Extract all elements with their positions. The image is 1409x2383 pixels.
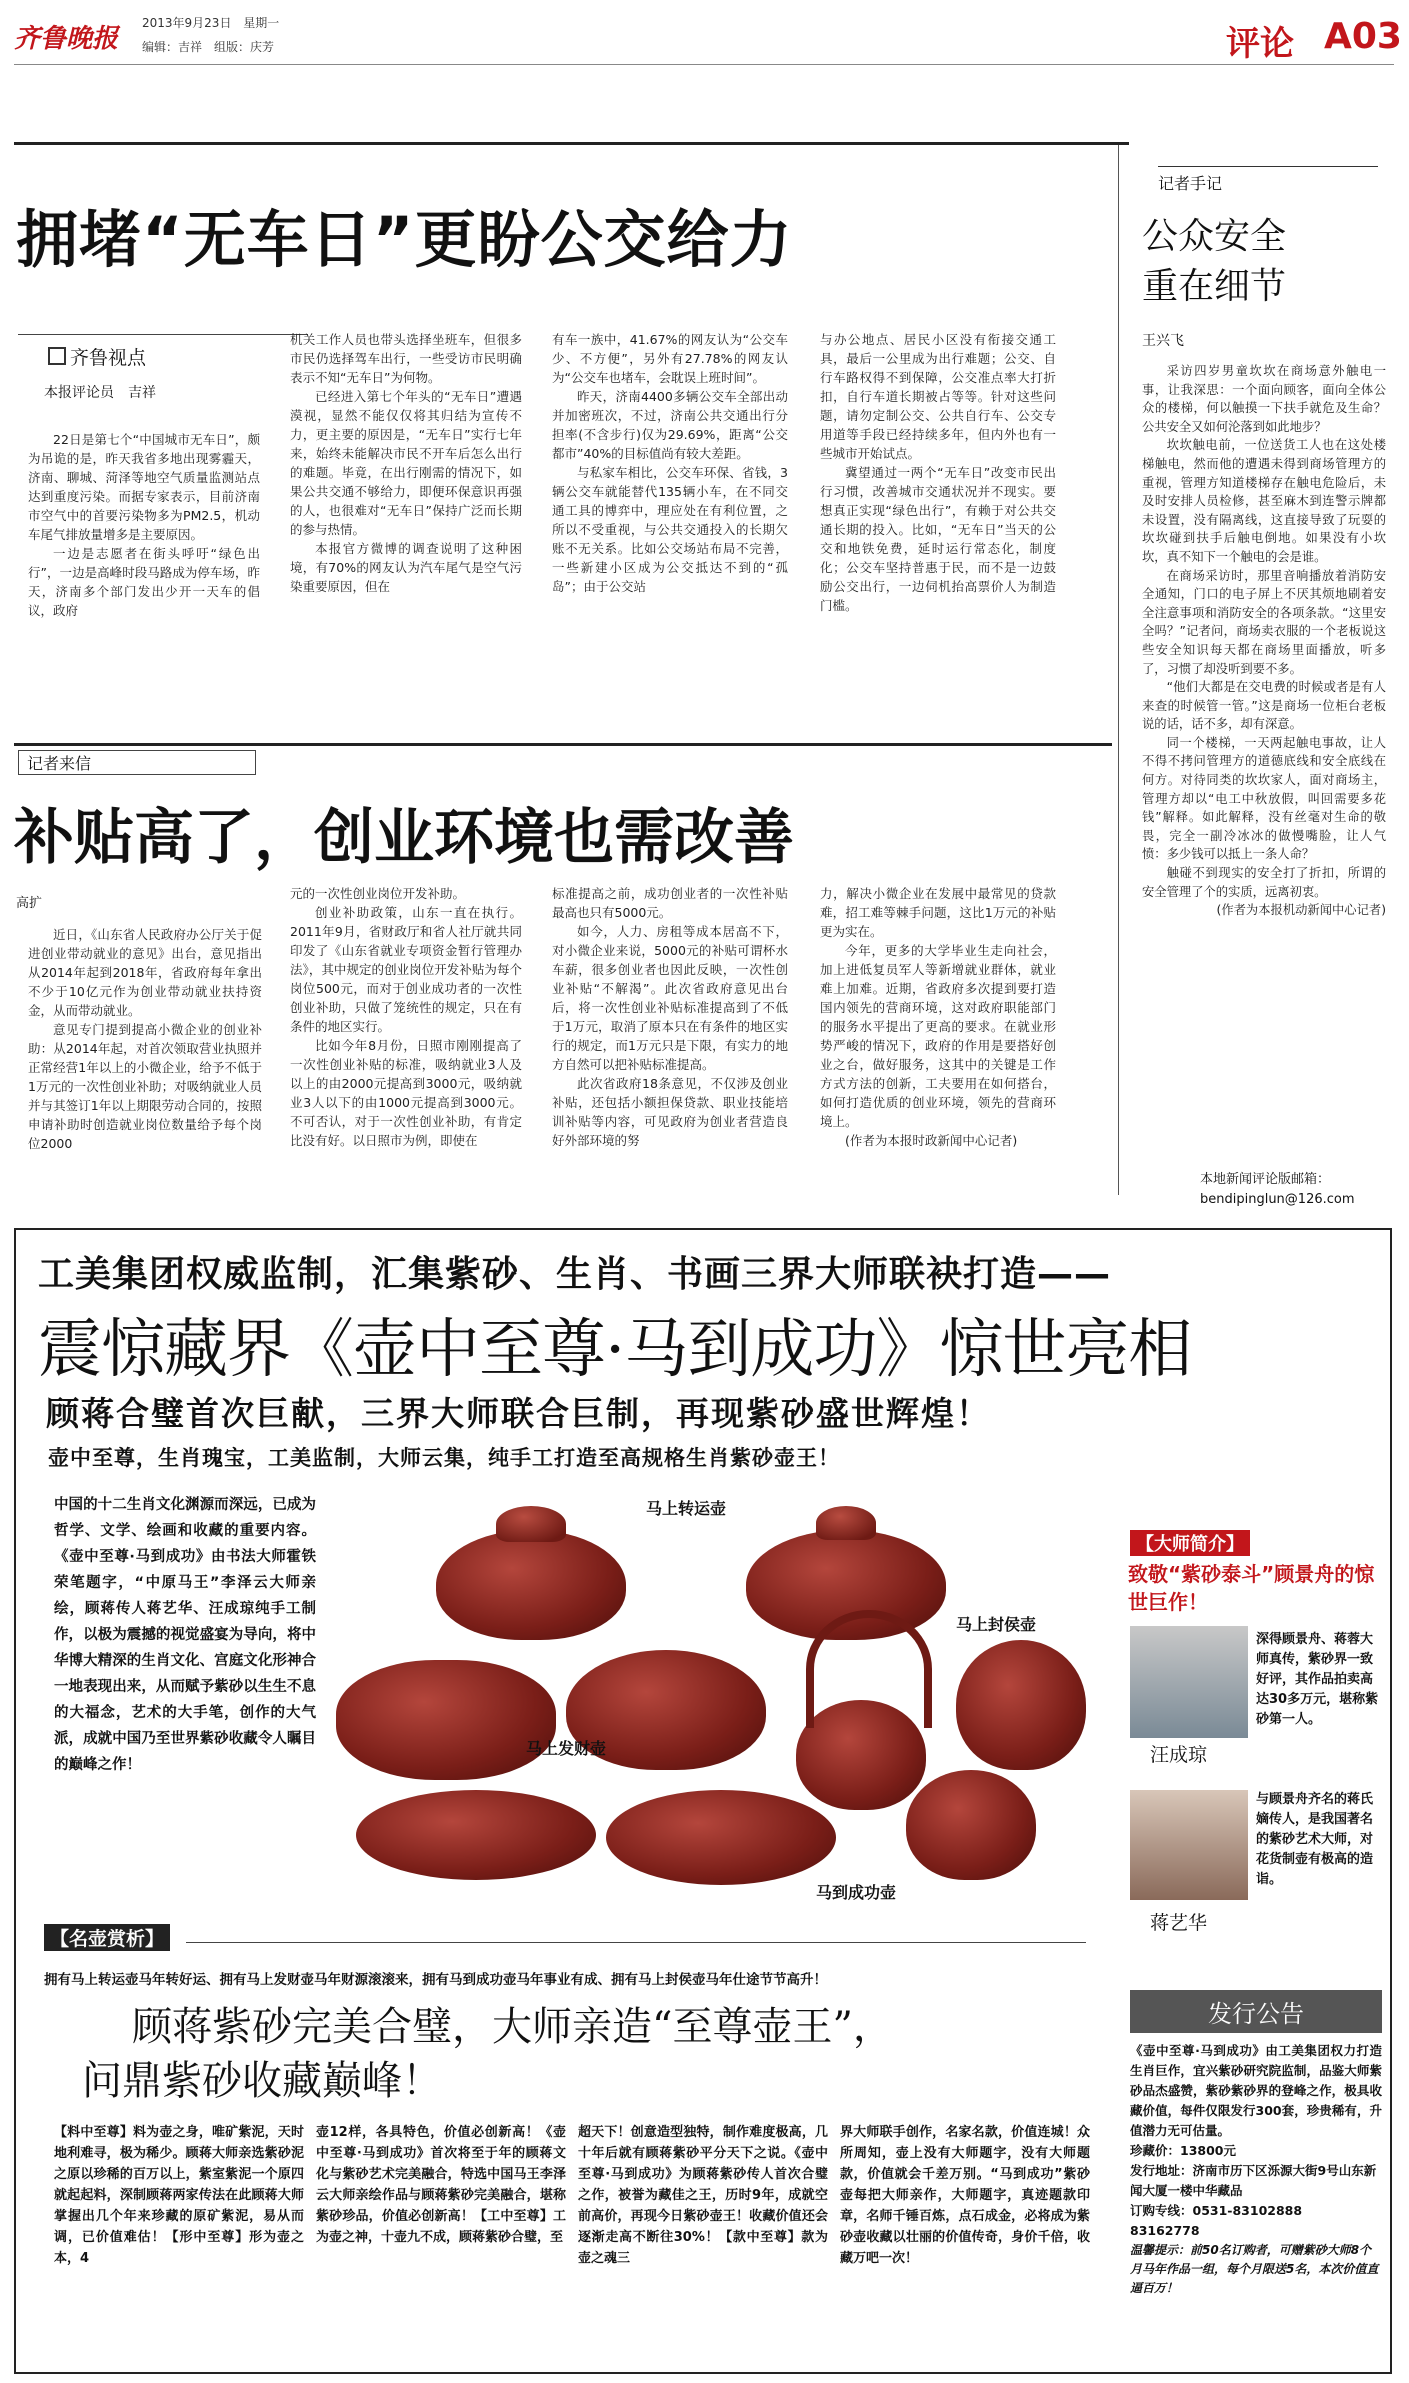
weekday-text: 星期一 [243, 16, 280, 30]
paragraph: 同一个楼梯，一天两起触电事故，让人不得不拷问管理方的道德底线和安全底线在何方。对待同类的坎坎家人，面对商场主，管理方却以“电工中秋放假，叫回需要多花钱”解释。如此解释，没有丝毫对生命的敬畏，完全一副冷冰冰的做慢嘴脸，让人气愤：多少钱可以抵上一条人命？ [1142, 735, 1386, 862]
header-rule [14, 64, 1394, 65]
date-text: 2013年9月23日 [142, 16, 232, 30]
paragraph: 本报官方微博的调查说明了这种困境，有70%的网友认为汽车尾气是空气污染重要原因，但在 [290, 541, 522, 594]
pot-label: 马上转运壶 [646, 1499, 727, 1518]
paragraph: 有车一族中，41.67%的网友认为“公交车少、不方便”，另外有27.78%的网友认为“公交车也堵车，会耽误上班时间”。 [552, 332, 788, 385]
article2-col4 [820, 884, 1056, 1150]
paragraph: 力，解决小微企业在发展中最常见的贷款难，招工难等棘手问题，这比1万元的补贴更为实在。 [820, 886, 1056, 939]
ad-body-col: 界大师联手创作，名家名款，价值连城！众所周知，壶上没有大师题字，没有大师题款，价值就会千差万别。“马到成功”紫砂壶每把大师亲作，大师题字，真迹题款印章，名师千锤百炼，点石成金，必将成为紫砂壶收藏以壮丽的价值传奇，身价千倍，收藏万吧一次！ [840, 2125, 1090, 2266]
page-number: A03 [1324, 16, 1402, 57]
ad-body-col: 【料中至尊】料为壶之身，唯矿紫泥，天时地利难寻，极为稀少。顾蒋大师亲选紫砂泥之原以珍稀的百万以上，紫室紫泥一个原四就起起料，深制顾蒋两家传法在此顾蒋大师掌握出几个年来珍藏的原矿紫泥，易从而调，已价值难估！【形中至尊】形为壶之本，4 [54, 2125, 304, 2266]
master-tag: 【大师简介】 [1130, 1530, 1250, 1556]
article2-col1 [28, 925, 262, 1153]
avatar [1130, 1790, 1248, 1900]
sidebar-body [1142, 362, 1386, 920]
article2-col3 [552, 884, 788, 1150]
paragraph: “他们大都是在交电费的时候或者是有人来查的时候管一管。”这是商场一位柜台老板说的话，话不多，却有深意。 [1142, 680, 1386, 732]
article2-headline: 补贴高了，创业环境也需改善 [14, 803, 794, 873]
teapot-handle [806, 1610, 932, 1728]
pot-label: 马到成功壶 [816, 1883, 897, 1902]
paragraph: 标准提高之前，成功创业者的一次性补贴最高也只有5000元。 [552, 886, 788, 920]
paragraph: 元的一次性创业岗位开发补助。 [290, 886, 466, 901]
article2-tag: 记者来信 [18, 750, 256, 775]
teapot-image [906, 1770, 1036, 1880]
appreciation-line: 拥有马上转运壶马年转好运、拥有马上发财壶马年财源滚滚来，拥有马到成功壶马年事业有成、拥有马上封侯壶马年仕途节节高升！ [44, 1972, 827, 1988]
article1-col3 [552, 330, 788, 596]
column-tag-icon [48, 347, 66, 365]
teapot-image [956, 1640, 1086, 1770]
notice-tip: 温馨提示：前50名订购者，可赠紫砂大师8个月马年作品一组，每个月限送5名，本次价值直逼百万！ [1130, 2243, 1379, 2295]
sidebar-headline-line2: 重在细节 [1142, 266, 1287, 307]
notice-phone[interactable]: 订购专线：0531-83102888 83162778 [1130, 2203, 1315, 2238]
paper-name: 齐鲁晚报 [14, 24, 119, 54]
ad-line4: 壶中至尊，生肖瑰宝，工美监制，大师云集，纯手工打造至高规格生肖紫砂壶王！ [48, 1446, 840, 1470]
pot-label: 马上封侯壶 [956, 1615, 1037, 1634]
article2-col2 [290, 884, 522, 1150]
article1-col4 [820, 330, 1056, 615]
editors: 编辑：吉祥 组版：庆芳 [142, 40, 275, 54]
ad-body-col: 超天下！创意造型独特，制作难度极高，几十年后就有顾蒋紫砂平分天下之说。《壶中至尊·马到成功》为顾蒋紫砂传人首次合璧之作，被誉为藏佳之王，历时9年，成就空前高价，再现今日紫砂壶王！收藏价值还会逐渐走高不断往30%！【款中至尊】款为壶之魂三 [578, 2125, 828, 2266]
paragraph: 22日是第七个“中国城市无车日”，颇为吊诡的是，昨天我省多地出现雾霾天，济南、聊城、菏泽等地空气质量监测站点达到重度污染。而据专家表示，目前济南市空气中的首要污染物多为PM2.5，机动车尾气排放量增多是主要原因。 [28, 432, 260, 542]
paragraph: 与办公地点、居民小区没有衔接交通工具，最后一公里成为出行难题；公交、自行车路权得不到保障，公交准点率大打折扣，自行车道长期被占等等。针对这些问题，请勿定制公交、公共自行车、公交专用道等手段已经持续多年，但内外也有一些城市开始试点。 [820, 332, 1056, 461]
column-tag-label: 齐鲁视点 [70, 347, 147, 369]
sidebar-author: 王兴飞 [1142, 333, 1184, 349]
teapot-image [606, 1790, 836, 1885]
paragraph: 与私家车相比，公交车环保、省钱，3辆公交车就能替代135辆小车，在不同交通工具的博弈中，理应处在有利位置，之所以不受重视，与公共交通投入的长期欠账不无关系。比如公交场站布局不完善，一些新建小区成为公交抵达不到的“孤岛”；由于公交站 [552, 465, 788, 594]
article1-headline: 拥堵“无车日”更盼公交给力 [16, 203, 793, 276]
teapot-image [496, 1506, 566, 1542]
paragraph: 一边是志愿者在街头呼吁“绿色出行”，一边是高峰时段马路成为停车场，昨天，济南多个部门发出少开一天车的倡议，政府 [28, 546, 260, 618]
release-notice [1130, 1990, 1382, 2366]
master1-bio: 深得顾景舟、蒋蓉大师真传，紫砂界一致好评，其作品拍卖高达30多万元，堪称紫砂第一人。 [1256, 1632, 1379, 1727]
teapot-image [336, 1660, 556, 1780]
contact-email[interactable]: bendipinglun@126.com [1200, 1192, 1355, 1207]
notice-body: 《壶中至尊·马到成功》由工美集团权力打造生肖巨作，宜兴紫砂研究院监制，品鉴大师紫砂品杰盛赞，紫砂紫砂界的登峰之作，极具收藏价值，每件仅限发行300套，珍贵稀有，升值潜力无可估量。 [1130, 2043, 1382, 2138]
paragraph: 如今，人力、房租等成本居高不下，对小微企业来说，5000元的补贴可谓杯水车薪，很多创业者也因此反映，一次性创业补贴“不解渴”。此次省政府意见出台后，将一次性创业补贴标准提高到了不低于1万元，取消了原本只在有条件的地区实行的规定，而1万元只是下限，有实力的地方自然可以把补贴标准提高。 [552, 924, 788, 1072]
issue-date [142, 14, 279, 31]
paragraph: 在商场采访时，那里音响播放着消防安全通知，门口的电子屏上不厌其烦地刷着安全注意事项和消防安全的各项条款。“这里安全吗？”记者问，商场卖衣服的一个老板说这些安全知识每天都在商场里面播放，听多了，习惯了却没听到要不多。 [1142, 568, 1386, 676]
slogan [82, 2000, 893, 2108]
paragraph: 采访四岁男童坎坎在商场意外触电一事，让我深思：一个面向顾客，面向全体公众的楼梯，何以触摸一下扶手就危及生命？公共安全又如何沦落到如此地步？ [1142, 364, 1386, 434]
paragraph: 近日，《山东省人民政府办公厅关于促进创业带动就业的意见》出台，意见指出从2014年起到2018年，省政府每年拿出不少于10亿元作为创业带动就业扶持资金，从而带动就业。 [28, 927, 262, 1018]
article2-rule [14, 743, 1112, 746]
sidebar-headline [1142, 212, 1286, 312]
slogan-line2: 问鼎紫砂收藏巅峰！ [82, 2058, 442, 2104]
master2-bio: 与顾景舟齐名的蒋氏嫡传人，是我国著名的紫砂艺术大师，对花货制壶有极高的造诣。 [1256, 1792, 1374, 1887]
appreciation-rule [186, 1942, 1086, 1943]
slogan-line1: 顾蒋紫砂完美合璧，大师亲造“至尊壶王”， [132, 2004, 893, 2050]
article1-col2 [290, 330, 522, 596]
paragraph: 冀望通过一两个“无车日”改变市民出行习惯，改善城市交通状况并不现实。要想真正实现“绿色出行”，有赖于对公共交通长期的投入。比如，“无车日”当天的公交和地铁免费，延时运行常态化，制度化；公交车坚持普惠于民，而不是一边鼓励公交出行，一边伺机抬高票价人为制造门槛。 [820, 465, 1056, 613]
article1-rule [14, 142, 1129, 145]
teapot-image [816, 1506, 876, 1540]
teapot-image [436, 1530, 626, 1640]
appreciation-tag: 【名壶赏析】 [44, 1924, 170, 1951]
paragraph: (作者为本报时政新闻中心记者) [845, 1133, 1018, 1148]
ad-line3: 顾蒋合璧首次巨献，三界大师联合巨制，再现紫砂盛世辉煌！ [46, 1394, 991, 1433]
paragraph: 机关工作人员也带头选择坐班车，但很多市民仍选择驾车出行，一些受访市民明确表示不知“无车日”为何物。 [290, 332, 522, 385]
master-headline: 致敬“紫砂泰斗”顾景舟的惊世巨作！ [1128, 1562, 1375, 1614]
paragraph: 意见专门提到提高小微企业的创业补助：从2014年起，对首次领取营业执照并正常经营1年以上的小微企业，给予不低于1万元的一次性创业补助；对吸纳就业人员并与其签订1年以上期限劳动合同的，按照申请补助时创造就业岗位数量给予每个岗位2000 [28, 1022, 262, 1151]
master2-name: 蒋艺华 [1150, 1912, 1208, 1934]
notice-price: 珍藏价：13800元 [1130, 2143, 1236, 2158]
ad-intro: 中国的十二生肖文化渊源而深远，已成为哲学、文学、绘画和收藏的重要内容。《壶中至尊·马到成功》由书法大师霍铁荣笔题字，“中原马王”李泽云大师亲绘，顾蒋传人蒋艺华、汪成琼纯手工制作，以极为震撼的视觉盛宴为导向，将中华博大精深的生肖文化、宫庭文化形神合一地表现出来，从而赋予紫砂以生生不息的大福念，艺术的大手笔，创作的大气派，成就中国乃至世界紫砂收藏令人瞩目的巅峰之作！ [54, 1497, 316, 1773]
pot-label: 马上发财壶 [526, 1739, 607, 1758]
paragraph: 坎坎触电前，一位送货工人也在这处楼梯触电，然而他的遭遇未得到商场管理方的重视，管理方知道楼梯存在触电危险后，未及时安排人员检修，甚至麻木到连警示牌都未设置，没有隔离线，这直接导致了玩耍的坎坎碰到扶手后触电倒地。如果没有小坎坎，真不知下一个触电的会是谁。 [1142, 438, 1386, 564]
section-label: 评论 [1226, 24, 1294, 64]
notice-address: 发行地址：济南市历下区泺源大街9号山东新闻大厦一楼中华藏品 [1130, 2163, 1377, 2198]
article1-byline: 本报评论员 吉祥 [44, 385, 156, 401]
article2-byline: 高扩 [16, 896, 43, 911]
master1-name: 汪成琼 [1150, 1744, 1208, 1766]
ad-line1: 工美集团权威监制，汇集紫砂、生肖、书画三界大师联袂打造—— [38, 1254, 1112, 1295]
teapot-image [356, 1790, 596, 1880]
contact-label: 本地新闻评论版邮箱： [1200, 1172, 1331, 1187]
ad-body-col: 壶12样，各具特色，价值必创新高！《壶中至尊·马到成功》首次将至于年的顾蒋文化与紫砂艺术完美融合，特选中国马王李泽云大师亲绘作品与顾蒋紫砂完美融合，堪称紫砂珍品，价值必创新高！【工中至尊】工为壶之神，十壶九不成，顾蒋紫砂合璧，至 [316, 2125, 566, 2245]
masthead [14, 8, 1402, 78]
paragraph: 今年，更多的大学毕业生走向社会，加上进低复员军人等新增就业群体，就业难上加难。近期，省政府多次提到要打造国内领先的营商环境，这对政府职能部门的服务水平提出了更高的要求。在就业形势严峻的情况下，政府的作用是要搭好创业之台，做好服务，这其中的关键是工作方式方法的创新，工夫要用在如何搭台，如何打造优质的创业环境，领先的营商环境上。 [820, 943, 1056, 1129]
ad-line2: 震惊藏界《壶中至尊·马到成功》惊世亮相 [38, 1313, 1192, 1387]
paragraph: 触碰不到现实的安全打了折扣，所谓的安全管理了个的实质，远离初衷。 [1142, 866, 1386, 899]
sidebar-divider [1118, 145, 1119, 1195]
column-tag [18, 334, 308, 370]
paragraph: 创业补助政策，山东一直在执行。2011年9月，省财政厅和省人社厅就共同印发了《山东省就业专项资金暂行管理办法》，其中规定的创业岗位开发补贴为每个岗位500元，而对于创业成功者的一次性创业补助，只做了笼统性的规定，只在有条件的地区实行。 [290, 905, 522, 1034]
sidebar-tag: 记者手记 [1158, 166, 1378, 194]
article1-col1 [28, 430, 260, 620]
sidebar-headline-line1: 公众安全 [1142, 216, 1287, 257]
paragraph: (作者为本报机动新闻中心记者) [1216, 903, 1386, 918]
paragraph: 此次省政府18条意见，不仅涉及创业补贴，还包括小额担保贷款、职业技能培训补贴等内容，可见政府为创业者营造良好外部环境的努 [552, 1076, 788, 1148]
teapot-showcase [316, 1490, 1116, 1910]
sidebar-contact [1200, 1170, 1355, 1210]
avatar [1130, 1626, 1248, 1738]
paragraph: 比如今年8月份，日照市刚刚提高了一次性创业补贴的标准，吸纳就业3人及以上的由2000元提高到3000元，吸纳就业3人以下的由1000元提高到3000元。不可否认，对于一次性创业补助，有肯定比没有好。以日照市为例，即使在 [290, 1038, 522, 1148]
advertisement [14, 1228, 1392, 2374]
paragraph: 已经进入第七个年头的“无车日”遭遇漠视，显然不能仅仅将其归结为宣传不力，更主要的原因是，“无车日”实行七年来，始终未能解决市民不开车后怎么出行的难题。毕竟，在出行刚需的情况下，如果公共交通不够给力，即便环保意识再强的人，也很难对“无车日”保持广泛而长期的参与热情。 [290, 389, 522, 537]
paragraph: 昨天，济南4400多辆公交车全部出动并加密班次，不过，济南公共交通出行分担率(不含步行)仅为29.69%，距离“公交都市”40%的目标值尚有较大差距。 [552, 389, 788, 461]
notice-title: 发行公告 [1130, 1990, 1382, 2033]
